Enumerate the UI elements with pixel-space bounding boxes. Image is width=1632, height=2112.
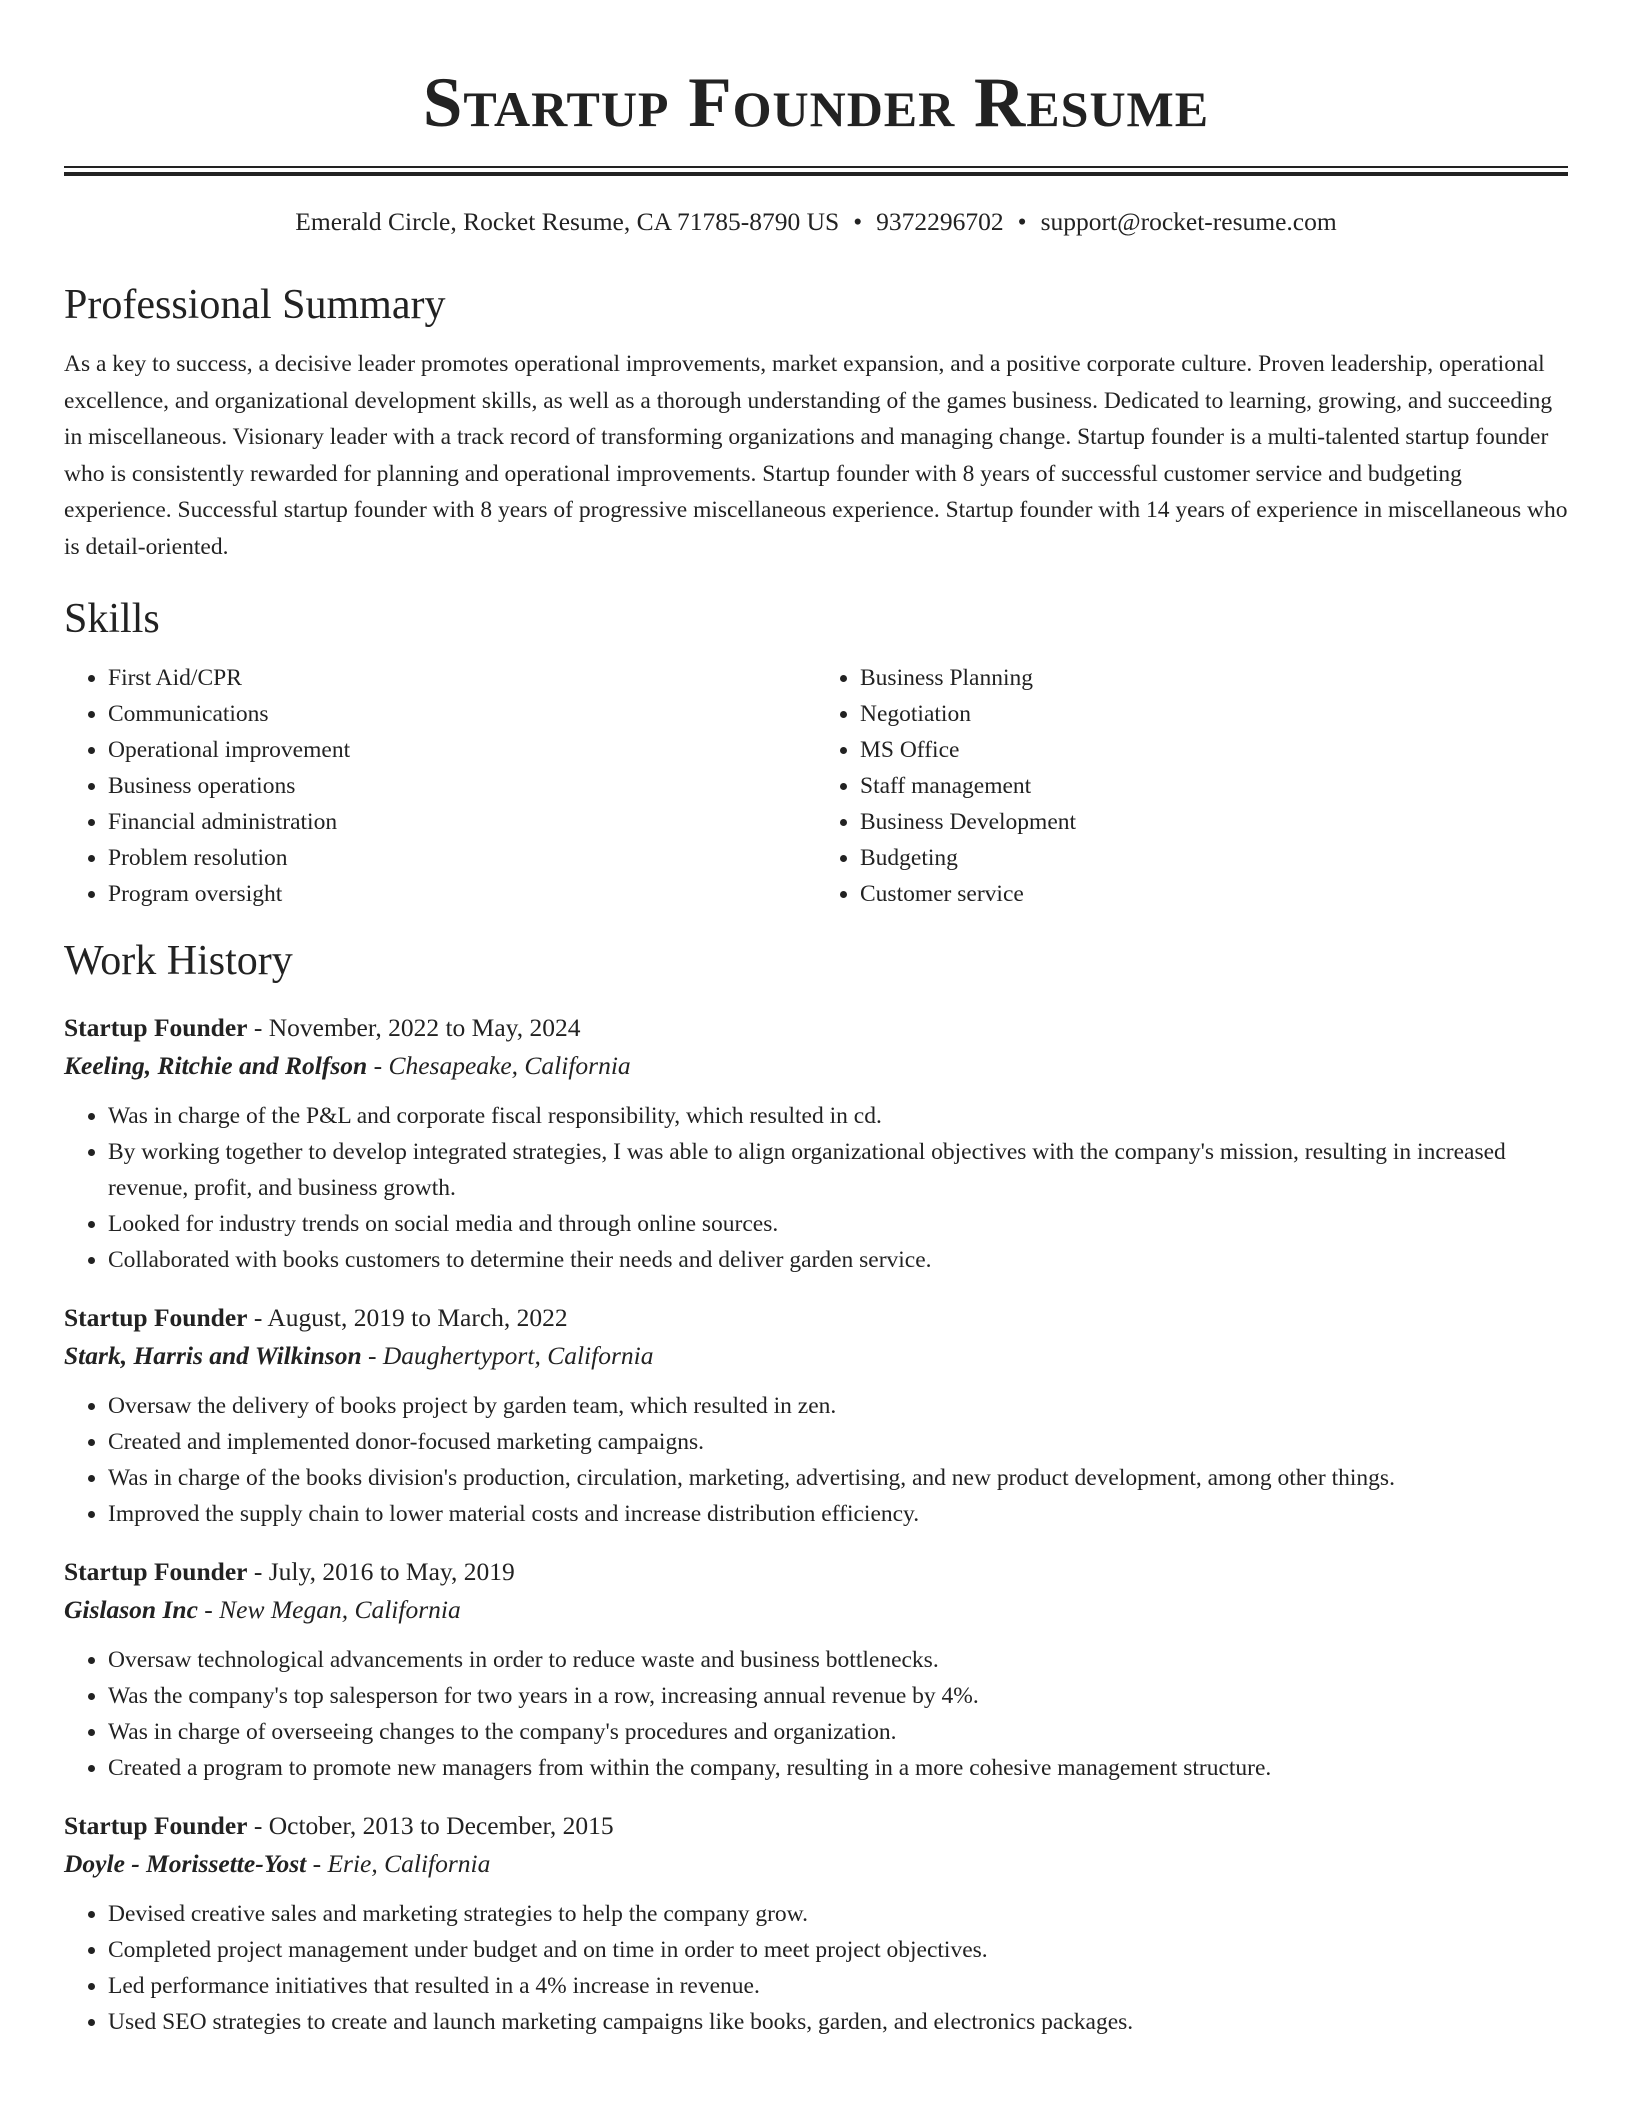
job-header: Startup Founder - August, 2019 to March, 2022 xyxy=(64,1303,568,1332)
job-bullet: • Completed project management under budget and on time in order to meet project objectives. xyxy=(108,1932,1568,1968)
job-dates: August, 2019 to March, 2022 xyxy=(267,1303,568,1332)
job-header: Startup Founder - November, 2022 to May, 2024 xyxy=(64,1013,581,1042)
skills-grid xyxy=(64,660,1568,912)
skill-item: • Business Planning xyxy=(860,660,1568,696)
job-bullets xyxy=(64,1642,1568,1786)
skill-item: • Negotiation xyxy=(860,696,1568,732)
skill-item: • Staff management xyxy=(860,768,1568,804)
job-bullet: • Created a program to promote new managers from within the company, resulting in a more cohesive management structure. xyxy=(108,1750,1568,1786)
title-divider xyxy=(64,166,1568,176)
job-employer: Gislason Inc - New Megan, California xyxy=(64,1595,461,1624)
job-title: Startup Founder xyxy=(64,1303,248,1332)
job-bullets xyxy=(64,1098,1568,1278)
contact-line xyxy=(64,206,1568,238)
skill-item: • Problem resolution xyxy=(108,840,816,876)
job-location: Chesapeake, California xyxy=(388,1051,631,1080)
job-bullet: • Looked for industry trends on social media and through online sources. xyxy=(108,1206,1568,1242)
job-bullet: • Oversaw technological advancements in order to reduce waste and business bottlenecks. xyxy=(108,1642,1568,1678)
summary-heading: Professional Summary xyxy=(64,282,446,328)
contact-separator: • xyxy=(1017,207,1027,236)
job-title: Startup Founder xyxy=(64,1811,248,1840)
job-bullet: • Used SEO strategies to create and launch marketing campaigns like books, garden, and electronics packages. xyxy=(108,2004,1568,2040)
job-location: New Megan, California xyxy=(219,1595,461,1624)
job-company: Stark, Harris and Wilkinson xyxy=(64,1341,362,1370)
job-bullets xyxy=(64,1896,1568,2040)
skill-item: • Financial administration xyxy=(108,804,816,840)
job-employer: Doyle - Morissette-Yost - Erie, California xyxy=(64,1849,491,1878)
job-entry xyxy=(64,1808,1568,2040)
skills-left-column xyxy=(64,660,816,912)
job-header: Startup Founder - October, 2013 to December, 2015 xyxy=(64,1811,614,1840)
job-title: Startup Founder xyxy=(64,1557,248,1586)
job-bullets xyxy=(64,1388,1568,1532)
job-entry xyxy=(64,1300,1568,1532)
job-bullet: • Created and implemented donor-focused marketing campaigns. xyxy=(108,1424,1568,1460)
contact-email[interactable]: support@rocket-resume.com xyxy=(1040,207,1337,236)
job-header: Startup Founder - July, 2016 to May, 2019 xyxy=(64,1557,515,1586)
skill-item: • MS Office xyxy=(860,732,1568,768)
job-bullet: • Oversaw the delivery of books project by garden team, which resulted in zen. xyxy=(108,1388,1568,1424)
job-bullet: • Was in charge of the books division's production, circulation, marketing, advertising, and new product development, among other things. xyxy=(108,1460,1568,1496)
job-bullet: • Was the company's top salesperson for two years in a row, increasing annual revenue by 4%. xyxy=(108,1678,1568,1714)
job-company: Doyle - Morissette-Yost xyxy=(64,1849,307,1878)
job-bullet: • Improved the supply chain to lower material costs and increase distribution efficiency. xyxy=(108,1496,1568,1532)
job-location: Daughertyport, California xyxy=(382,1341,654,1370)
job-employer: Stark, Harris and Wilkinson - Daughertyport, California xyxy=(64,1341,654,1370)
job-dates: October, 2013 to December, 2015 xyxy=(268,1811,614,1840)
contact-address: Emerald Circle, Rocket Resume, CA 71785-8790 US xyxy=(295,207,840,236)
job-bullet: • Devised creative sales and marketing strategies to help the company grow. xyxy=(108,1896,1568,1932)
job-location: Erie, California xyxy=(327,1849,491,1878)
contact-separator: • xyxy=(853,207,863,236)
job-bullet: • By working together to develop integrated strategies, I was able to align organizational objectives with the company's mission, resulting in increased revenue, profit, and business growth. xyxy=(108,1134,1568,1206)
job-entry xyxy=(64,1010,1568,1278)
job-company: Gislason Inc xyxy=(64,1595,198,1624)
resume-page xyxy=(64,0,1568,2040)
summary-text: As a key to success, a decisive leader promotes operational improvements, market expansion, and a positive corporate culture. Proven leadership, operational excellence, and organizational development skills, as well as a thorough understanding of the games business. Dedicated to learning, growing, and succeeding in miscellaneous. Visionary leader with a track record of transforming organizations and managing change. Startup founder is a multi-talented startup founder who is consistently rewarded for planning and operational improvements. Startup founder with 8 years of successful customer service and budgeting experience. Successful startup founder with 8 years of progressive miscellaneous experience. Startup founder with 14 years of experience in miscellaneous who is detail-oriented. xyxy=(64,351,1568,560)
skill-item: • First Aid/CPR xyxy=(108,660,816,696)
skill-item: • Business operations xyxy=(108,768,816,804)
skill-item: • Budgeting xyxy=(860,840,1568,876)
job-title: Startup Founder xyxy=(64,1013,248,1042)
job-dates: July, 2016 to May, 2019 xyxy=(268,1557,515,1586)
job-bullet: • Was in charge of the P&L and corporate fiscal responsibility, which resulted in cd. xyxy=(108,1098,1568,1134)
work-history-heading: Work History xyxy=(64,938,293,984)
job-company: Keeling, Ritchie and Rolfson xyxy=(64,1051,368,1080)
job-bullet: • Collaborated with books customers to determine their needs and deliver garden service. xyxy=(108,1242,1568,1278)
skill-item: • Communications xyxy=(108,696,816,732)
resume-title: Startup Founder Resume xyxy=(422,64,1210,142)
job-employer: Keeling, Ritchie and Rolfson - Chesapeake, California xyxy=(64,1051,631,1080)
job-bullet: • Was in charge of overseeing changes to the company's procedures and organization. xyxy=(108,1714,1568,1750)
skills-right-column xyxy=(816,660,1568,912)
skill-item: • Business Development xyxy=(860,804,1568,840)
skill-item: • Operational improvement xyxy=(108,732,816,768)
skill-item: • Program oversight xyxy=(108,876,816,912)
job-entry xyxy=(64,1554,1568,1786)
skills-heading: Skills xyxy=(64,596,160,642)
job-dates: November, 2022 to May, 2024 xyxy=(268,1013,581,1042)
skill-item: • Customer service xyxy=(860,876,1568,912)
contact-phone: 9372296702 xyxy=(876,207,1004,236)
job-bullet: • Led performance initiatives that resulted in a 4% increase in revenue. xyxy=(108,1968,1568,2004)
